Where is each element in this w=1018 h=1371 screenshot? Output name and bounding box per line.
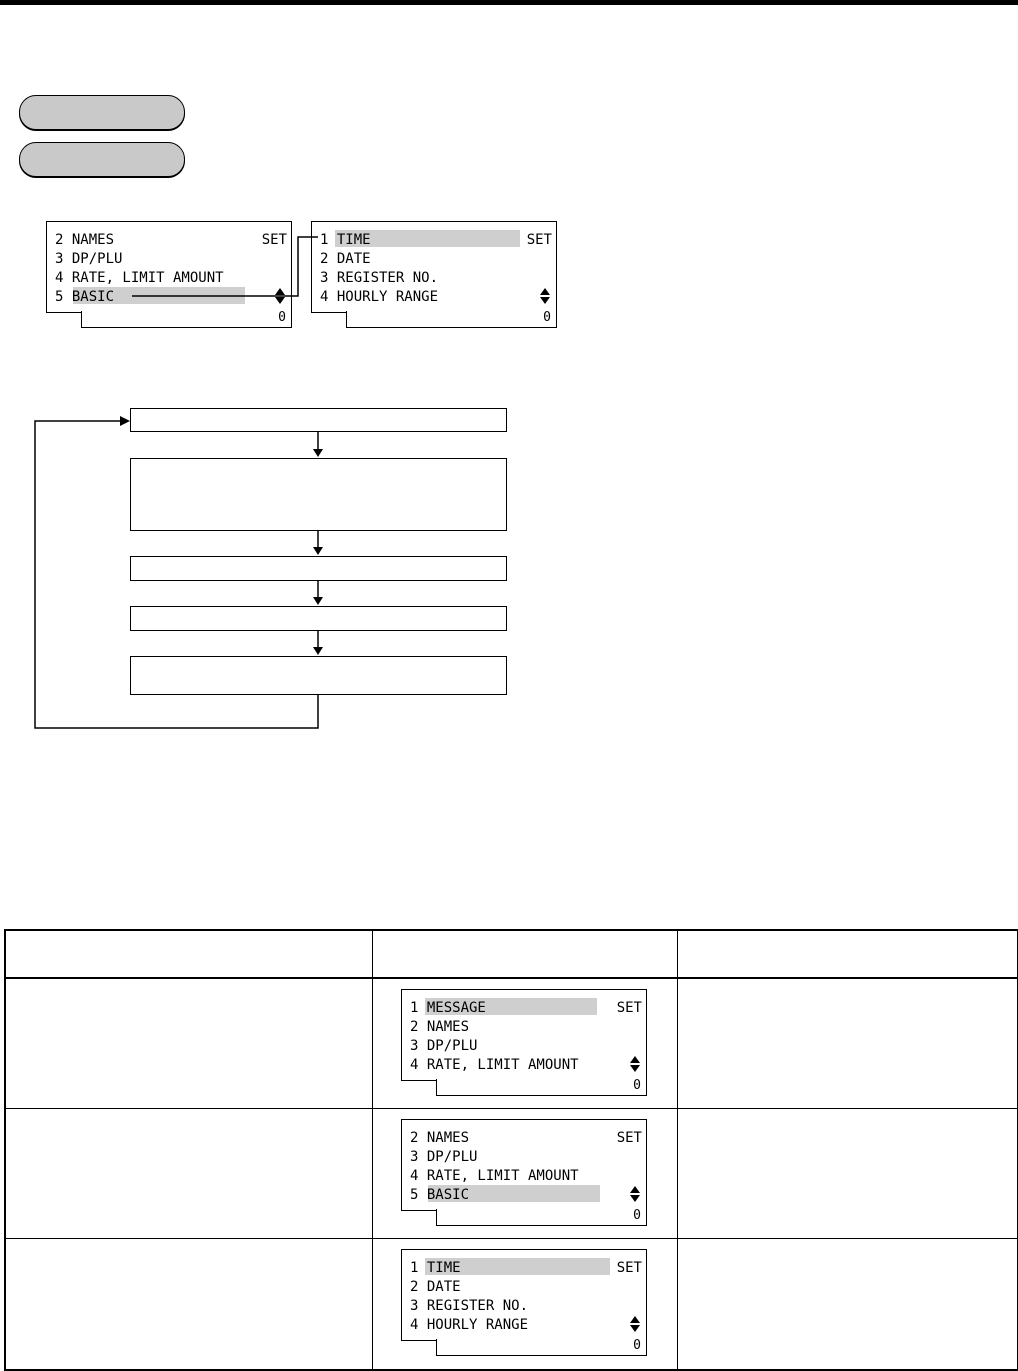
display-line: 4 HOURLY RANGE [320,289,439,305]
display-line: 2 DATE [410,1279,461,1295]
display-line: 4 RATE, LIMIT AMOUNT [55,270,224,286]
display-program-menu [46,221,292,325]
scroll-arrow-icon [540,288,550,304]
flow-step-2 [130,458,507,531]
set-label: SET [616,1260,642,1276]
mode-key-pill-2 [19,142,185,177]
flow-step-4 [130,606,507,631]
display-line: 3 REGISTER NO. [410,1298,529,1314]
scroll-arrow-icon [630,1056,640,1072]
display-line: 4 RATE, LIMIT AMOUNT [410,1057,579,1073]
display-counter: 0 [346,311,557,328]
display-basic-menu [311,221,557,325]
scroll-arrow-icon [630,1186,640,1202]
display-line: 3 REGISTER NO. [320,270,439,286]
display-line: 4 HOURLY RANGE [410,1317,529,1333]
display-counter: 0 [81,311,292,328]
display-line: 2 NAMES [410,1019,470,1035]
set-label: SET [261,232,287,248]
table-column-divider [677,931,678,1369]
display-row-2 [401,1119,647,1223]
flow-step-3 [130,556,507,581]
header-rule [0,0,1018,5]
table-row-divider [6,1108,1017,1109]
display-counter: 0 [436,1339,647,1356]
mode-key-pill-1 [19,95,185,130]
display-line: 3 DP/PLU [55,251,123,267]
scroll-arrow-icon [275,288,285,304]
display-line: 1 MESSAGE [410,1000,486,1016]
display-line: 2 NAMES [55,232,115,248]
display-line: 3 DP/PLU [410,1038,478,1054]
set-label: SET [526,232,552,248]
set-label: SET [616,1130,642,1146]
flow-step-5 [130,656,507,695]
display-line: 2 NAMES [410,1130,470,1146]
display-line: 1 TIME [410,1260,461,1276]
display-line: 4 RATE, LIMIT AMOUNT [410,1168,579,1184]
display-counter: 0 [436,1209,647,1226]
scroll-arrow-icon [630,1316,640,1332]
table-header-rule [6,977,1017,979]
display-row-3 [401,1249,647,1353]
display-row-1 [401,989,647,1093]
set-label: SET [616,1000,642,1016]
display-line: 3 DP/PLU [410,1149,478,1165]
table-column-divider [372,931,373,1369]
display-counter: 0 [436,1079,647,1096]
display-line: 1 TIME [320,232,371,248]
flow-step-1 [130,408,507,432]
table-row-divider [6,1238,1017,1239]
display-line: 5 BASIC [55,289,115,305]
display-line: 5 BASIC [410,1187,470,1203]
display-line: 2 DATE [320,251,371,267]
